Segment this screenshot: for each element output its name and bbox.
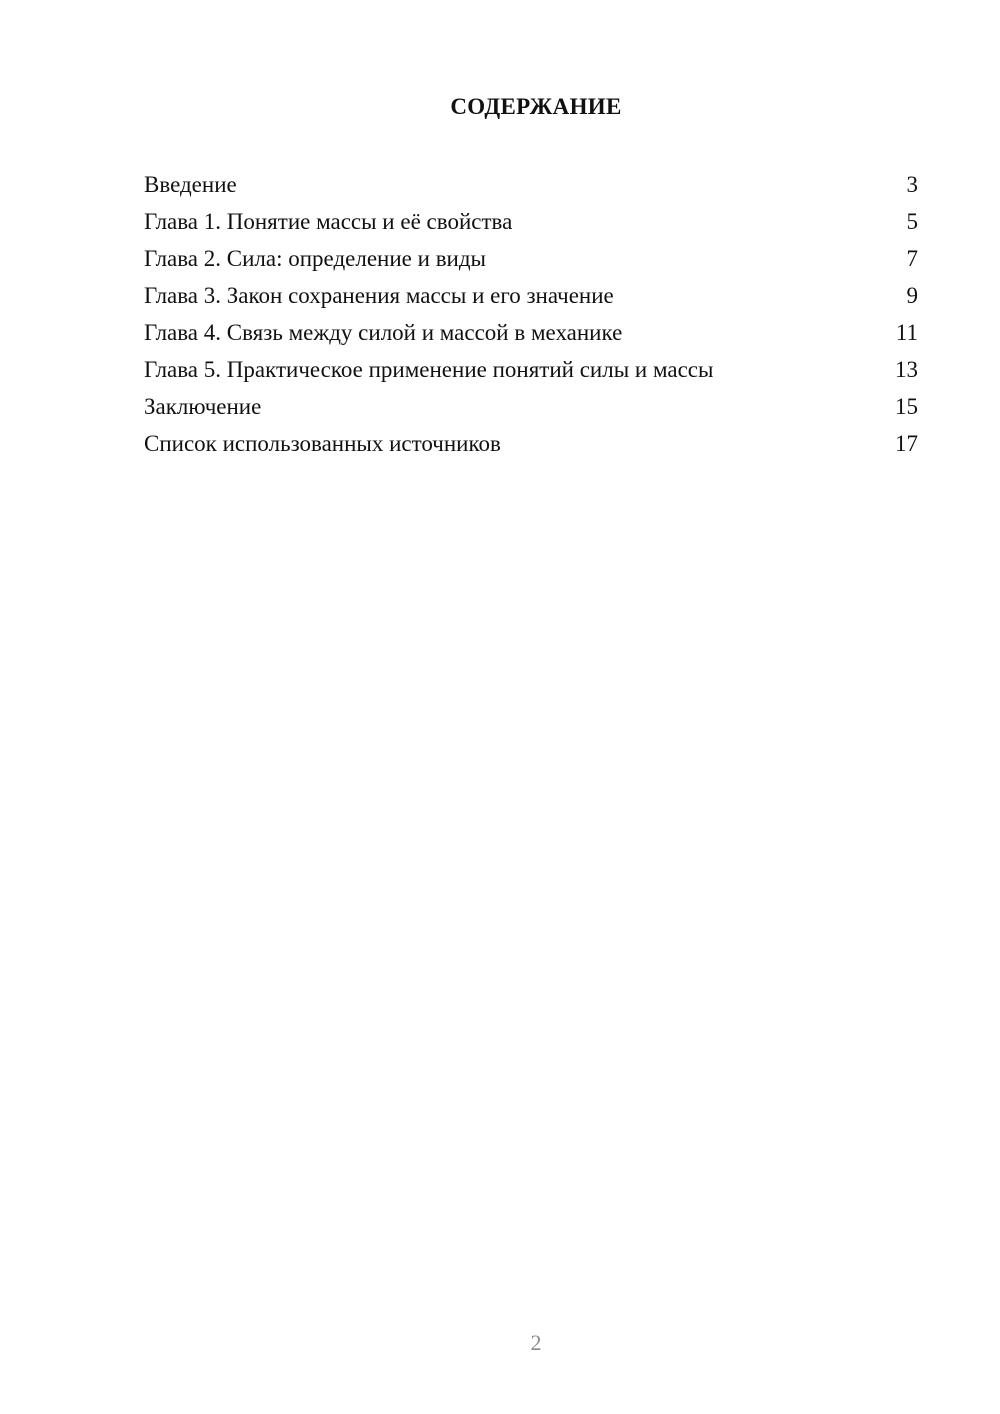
toc-entry (144, 205, 918, 242)
toc-entry-title: Глава 5. Практическое применение понятий силы и массы (144, 357, 714, 382)
toc-entry-title: Глава 1. Понятие массы и её свойства (144, 209, 513, 234)
toc-entry-title: Глава 2. Сила: определение и виды (144, 246, 487, 271)
toc-entry-title: Глава 4. Связь между силой и массой в механике (144, 320, 623, 345)
toc-entry-title: Список использованных источников (144, 431, 501, 456)
toc-entry-page: 9 (906, 283, 918, 308)
page-number: 2 (530, 1330, 542, 1355)
toc-entry-page: 3 (906, 172, 918, 197)
toc-heading: СОДЕРЖАНИЕ (450, 94, 622, 119)
table-of-contents (144, 168, 918, 464)
toc-entry-page: 15 (895, 394, 918, 419)
toc-entry (144, 279, 918, 316)
toc-entry (144, 168, 918, 205)
toc-entry-title: Введение (144, 172, 237, 197)
toc-entry-page: 13 (895, 357, 918, 382)
toc-entry (144, 427, 918, 464)
toc-entry-page: 11 (895, 320, 918, 345)
toc-entry (144, 390, 918, 427)
toc-entry-page: 7 (906, 246, 918, 271)
toc-entry-title: Глава 3. Закон сохранения массы и его значение (144, 283, 614, 308)
toc-entry (144, 353, 918, 390)
toc-entry (144, 242, 918, 279)
toc-entry (144, 316, 918, 353)
toc-entry-page: 17 (895, 431, 918, 456)
toc-entry-page: 5 (906, 209, 918, 234)
toc-entry-title: Заключение (144, 394, 262, 419)
